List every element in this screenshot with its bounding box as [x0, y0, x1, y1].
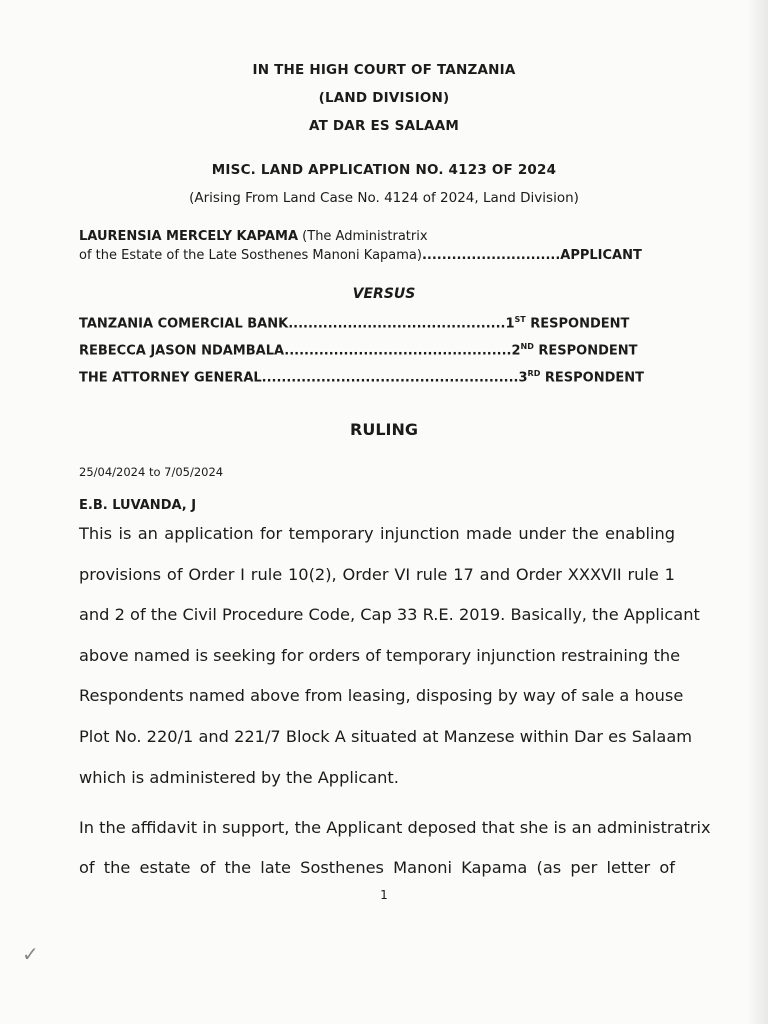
ruling-title: RULING	[350, 420, 418, 439]
judge-name: E.B. LUVANDA, J	[79, 498, 197, 513]
applicant-desc-1: (The Administratrix	[298, 229, 428, 244]
hearing-dates: 25/04/2024 to 7/05/2024	[79, 465, 224, 479]
body-line: of the estate of the late Sosthenes Manoni Kapama (as per letter of	[79, 858, 675, 877]
location: AT DAR ES SALAAM	[308, 118, 459, 134]
page-number: 1	[380, 888, 388, 902]
applicant-line-2	[79, 248, 671, 263]
respondent-ordinal-suffix: ND	[520, 342, 534, 351]
body-line: above named is seeking for orders of temporary injunction restraining the	[79, 646, 681, 665]
respondent-ordinal-suffix: RD	[527, 369, 541, 378]
applicant-line-1	[79, 229, 671, 244]
body-line: This is an application for temporary injunction made under the enabling	[79, 524, 675, 543]
applicant-dots: ............................	[421, 248, 561, 263]
respondent-role: RESPONDENT	[540, 370, 645, 386]
respondent-dots: ..............................................	[284, 343, 512, 359]
respondent-dots: ....................................................	[261, 370, 519, 386]
respondent-name: THE ATTORNEY GENERAL	[79, 370, 262, 386]
division: (LAND DIVISION)	[318, 90, 450, 106]
respondent-dots: ............................................	[288, 316, 506, 332]
respondent-name: TANZANIA COMERCIAL BANK	[79, 316, 289, 332]
respondent-ordinal: 2	[511, 343, 521, 359]
applicant-desc-2: of the Estate of the Late Sosthenes Manoni Kapama)	[79, 248, 422, 263]
page-edge-shadow	[746, 0, 768, 1024]
body-line: provisions of Order I rule 10(2), Order VI rule 17 and Order XXXVII rule 1	[79, 565, 675, 584]
body-line: In the affidavit in support, the Applicant deposed that she is an administratrix	[79, 818, 711, 837]
respondent-ordinal-suffix: ST	[514, 315, 526, 324]
respondent-row	[79, 342, 671, 358]
versus-label: VERSUS	[352, 286, 416, 302]
arising-from: (Arising From Land Case No. 4124 of 2024, Land Division)	[189, 190, 579, 206]
court-name: IN THE HIGH COURT OF TANZANIA	[252, 62, 516, 78]
applicant-name: LAURENSIA MERCELY KAPAMA	[79, 229, 299, 244]
respondent-role: RESPONDENT	[533, 343, 638, 359]
respondent-ordinal: 3	[518, 370, 528, 386]
margin-check-mark: ✓	[22, 942, 39, 966]
respondent-role: RESPONDENT	[525, 316, 630, 332]
body-line: Plot No. 220/1 and 221/7 Block A situated at Manzese within Dar es Salaam	[79, 727, 693, 746]
body-line: and 2 of the Civil Procedure Code, Cap 33 R.E. 2019. Basically, the Applicant	[79, 605, 700, 624]
respondent-ordinal: 1	[505, 316, 515, 332]
respondent-row	[79, 315, 671, 331]
respondent-row	[79, 369, 671, 385]
application-number: MISC. LAND APPLICATION NO. 4123 OF 2024	[211, 162, 557, 178]
body-line: which is administered by the Applicant.	[79, 768, 399, 787]
body-line: Respondents named above from leasing, disposing by way of sale a house	[79, 686, 684, 705]
applicant-role: APPLICANT	[560, 248, 642, 263]
respondent-name: REBECCA JASON NDAMBALA	[79, 343, 285, 359]
